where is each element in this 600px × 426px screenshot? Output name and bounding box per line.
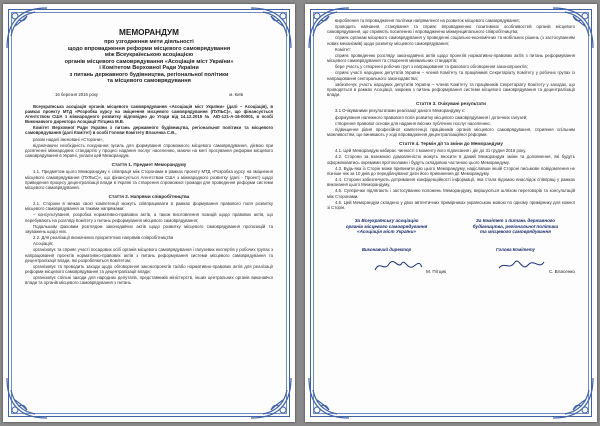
body-paragraph: проводить навчання, стажування та сприяє впровадженню позитивних особливостей органів місцевого самоврядування, що сприяють посиленню і впровадженню міжмуніципального співробітництва; [327,24,575,35]
section-heading: Стаття 4. Термін дії та зміни до Меморандуму [399,141,503,147]
right-page [305,4,597,422]
section-paragraph: Подальшим фаховим розглядом законодавчих актів щодо розвитку місцевого самоврядування пропозицій та зауважень щодо них. [25,223,273,234]
document-date: 16 березня 2016 року [55,91,98,97]
signatory-org: За Всеукраїнську асоціацію [354,218,419,223]
document-city: м. Київ [229,91,243,97]
right-page-content [327,18,575,406]
section-paragraph: 3.1 Очікуваними результатами реалізації даного Меморандуму є: [335,108,466,114]
section-heading: Стаття 3. Очікувані результати [416,101,486,107]
section-paragraph: формування належного правового поля розвитку місцевого самоврядування і дотичних галузей; [335,114,528,120]
section-paragraph: 4.6. Цей Меморандум складено у двох автентичних примірниках українською мовою по одному примірнику для кожної зі Сторін. [327,199,575,210]
body-paragraph: бере участь у створенні робочих груп з напрацювання та фахового обговорення законопроектів; [335,64,528,70]
signature-line [456,258,575,274]
signatory-org: органів місцевого самоврядування [345,223,428,229]
section-paragraph: створення правової основи для надання якісних публічних послуг населенню; [335,120,491,126]
signature-line [327,258,446,274]
section-paragraph: 2.1. Сторони в межах своєї компетенції можуть співпрацювати в рамках формування правового поля розвитку місцевого самоврядування за такими напрямами: [25,201,273,212]
section-paragraph: 4.1. Цей Меморандум набирає чинності з моменту його підписання і діє до 31 грудня 2016 року. [335,148,527,154]
signature-committee [456,218,575,274]
body-paragraph: Комітет: [335,46,352,52]
body-paragraph: вироблення та впровадження політики напрямленої на розвиток місцевого самоврядування; [335,18,520,23]
subtitle-line: про узгодження мети діяльності [104,39,194,45]
section-heading: Стаття 1. Предмет Меморандуму [111,162,187,168]
section-paragraph: організовує та сприяє участі посадових осіб органів місцевого самоврядування і галузевих експертів у робочих групах з напрацювання проектів нормативно-правових актів з питань реформування системи місцевого самоврядування та децентралізації влади, які розробляються Комітетом; [25,247,273,263]
subtitle-line: та місцевого самоврядування [107,78,191,84]
signatory-org: будівництва, регіональної політики [472,223,559,229]
left-page [3,4,295,422]
intro-paragraph: відзначаючи необхідність поєднання зусиль для формування спроможного місцевого самоврядування, дієвою при досягненні міжнародних стандартів у процесі надання послуг населенню, маючи на меті просування реформи місцевого самоврядування в Україні, уклали цей Меморандум. [25,142,273,159]
signatory-role: Голова Комітету [495,246,535,252]
body-paragraph: сприяє проведенню розгляду законодавчих актів щодо проектів нормативно-правових актів з питань реформування місцевого самоврядування та створення мінімальних стандартів; [327,52,575,64]
section-paragraph: 4.3. Будь-яка із Сторін може припинити дію цього Меморандуму, надіславши іншій Стороні письмове повідомлення не пізніше ніж за 10 днів до передбачуваної дати його припинення дії Меморандуму. [327,165,575,176]
subtitle-line: і Комітетом Верховної Ради України [99,65,199,71]
intro-paragraph: разом надалі іменовані «Сторони», [33,136,104,142]
subtitle-line: щодо впровадження реформи місцевого самоврядування [67,45,231,52]
handwritten-signature-icon [372,258,424,274]
section-paragraph: 1.1. Предметом цього Меморандуму є співпраця між Сторонами в рамках проекту МТД «Розробка курсу на зміцнення місцевого самоврядування (ПУЛЬС)», що фінансується Агентством США з міжнародного розвитку (далі - Проект) щодо приведення процесу децентралізації влади в Україні та створення спроможної громади для проведення реформи системи місцевого самоврядування. [25,169,273,190]
document-title: МЕМОРАНДУМ [119,28,179,37]
body-paragraph: сприяє участі народних депутатів України – членів Комітету та працівників Секретаріату Комітету у робочих групах із напрацювання секторального законодавства; [327,70,575,81]
body-paragraph: забезпечує участь народних депутатів України – членів Комітету та працівників Секретаріату Комітету у заходах, що проводяться в рамках Асоціації, зокрема з питань реформування системи місцевого самоврядування та децентралізації влади. [327,81,575,98]
section-paragraph: – консультування, розробка нормативно-правових актів, а також висловлення позицій щодо правових актів, що перебувають на розгляді Комітету з питань реформування місцевого самоврядування; [25,212,273,223]
signatory-org: та місцевого самоврядування [480,229,551,235]
body-paragraph: сприяє органам місцевого самоврядування у проведенні соціально-економічних та мобільних рішень (з застосуванням нових механізмів) щодо розвитку місцевого самоврядування; [327,35,575,46]
document-subtitle [25,39,273,85]
section-paragraph: 4.5. Суперечки підлягають і застосуванню положень Меморандуму, вирішуються шляхом переговорів та консультацій між Сторонами. [327,188,575,199]
signatory-name: С. Власенко [548,268,575,274]
signatory-role: Виконавчий директор [361,246,412,252]
signatory-org: «Асоціація міст України» [357,229,416,235]
section-heading: Стаття 2. Напрями співробітництва [108,194,190,199]
signatory-org: За Комітет з питань державного [475,218,556,223]
signatory-name: М. Пітцик [426,268,447,274]
section-paragraph: 2.2. Для реалізації визначених пріоритетних напрямів співробітництва [33,235,174,241]
section-paragraph: 4.4. Сторони забезпечують дотримання конфіденційності інформації, яка стала відомою внаслідок співпраці у рамках виконання цього Меморандуму. [327,177,575,188]
subtitle-line: з питань державного будівництва, регіональної політики [69,71,229,78]
section-paragraph: організовує та проводить заходи щодо обговорення законопроектів та/або нормативно-правових актів для реалізації реформи місцевого самоврядування та децентралізації влади; [25,263,273,275]
section-paragraph: Асоціація: [33,241,54,247]
signature-block [327,218,575,274]
subtitle-line: органів місцевого самоврядування «Асоціація міст України» [64,58,234,65]
section-paragraph: підвищення рівня професійної компетенції працівників органів місцевого самоврядування, сприяння спільним можливостям, що виникають у ході впровадження децентралізаційної реформи. [327,126,575,137]
left-page-content [25,18,273,406]
section-paragraph: організовує спільні заходи для народних депутатів, представників міністерств, інших центральних органів виконавчої влади та органів місцевого самоврядування з питань [25,275,273,286]
intro-paragraph: Всеукраїнська асоціація органів місцевого самоврядування «Асоціація міст України» (далі – Асоціація), в рамках проекту МТД «Розробка курсу на зміцнення місцевого самоврядування (ПУЛЬС)», що фінансується Агентством США з міжнародного розвитку відповідно до Угоди від 14.12.2015 № AID-121-A-16-00001, в особі Виконавчого директора Асоціації Пітцика М.В. [25,103,273,125]
handwritten-signature-icon [495,258,547,274]
section-paragraph: 4.2. Сторони за взаємною домовленістю можуть вносити в даний Меморандум зміни та доповнення, які будуть оформлюватись окремими протоколами і будуть складовою частиною цього Меморандуму. [327,154,575,165]
signature-association [327,218,446,274]
dateline [55,92,243,97]
intro-paragraph: Комітет Верховної Ради України з питань державного будівництва, регіональної політики та місцевого самоврядування (далі Комітет) в особі Голови Комітету Власенка С.В., [25,125,273,136]
subtitle-line: між Всеукраїнською асоціацією [104,52,194,58]
